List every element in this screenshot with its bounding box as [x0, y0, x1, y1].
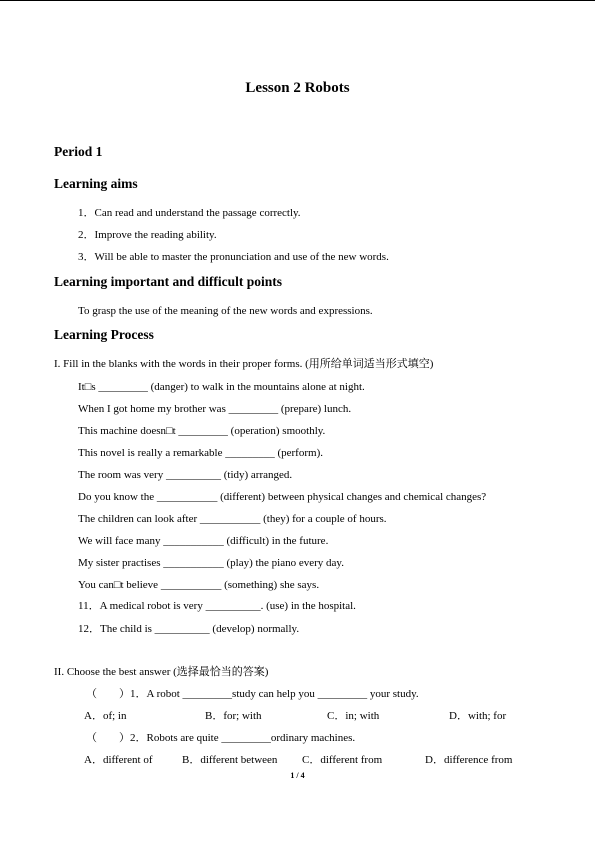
fill-blank-item: It□s _________ (danger) to walk in the mountains alone at night.	[78, 381, 365, 393]
important-points-heading: Learning important and difficult points	[54, 274, 283, 289]
page-number: 1 / 4	[290, 771, 305, 780]
aim-item: 2．Improve the reading ability.	[78, 229, 217, 241]
fill-blank-item: This novel is really a remarkable _________ (perform).	[78, 447, 323, 459]
fill-blank-item: The room was very __________ (tidy) arranged.	[78, 469, 293, 481]
question-option: B．for; with	[205, 710, 262, 722]
question-option: D．difference from	[425, 754, 513, 766]
fill-blank-item: Do you know the ___________ (different) between physical changes and chemical changes?	[78, 491, 487, 503]
question-option: A．of; in	[84, 710, 127, 722]
question-stem: （ ）1．A robot _________study can help you _________ your study.	[86, 688, 419, 700]
period-heading: Period 1	[54, 144, 103, 159]
question-option: A．different of	[84, 754, 153, 766]
question-stem: （ ）2．Robots are quite _________ordinary machines.	[86, 732, 356, 744]
question-option: C．in; with	[327, 710, 380, 722]
fill-blank-item: This machine doesn□t _________ (operation) smoothly.	[78, 425, 326, 437]
aim-item: 3．Will be able to master the pronunciation and use of the new words.	[78, 251, 389, 263]
page-title: Lesson 2 Robots	[245, 80, 350, 96]
learning-aims-heading: Learning aims	[54, 176, 138, 191]
question-option: B．different between	[182, 754, 278, 766]
fill-blank-item: We will face many ___________ (difficult) in the future.	[78, 535, 329, 547]
fill-blank-item: You can□t believe ___________ (something) she says.	[78, 579, 320, 591]
fill-blank-item: The children can look after ___________ (they) for a couple of hours.	[78, 513, 387, 525]
fill-blank-item: My sister practises ___________ (play) the piano every day.	[78, 557, 344, 569]
fill-blank-item: 11．A medical robot is very __________. (use) in the hospital.	[78, 600, 356, 612]
fill-blank-item: 12．The child is __________ (develop) normally.	[78, 623, 300, 635]
part1-instruction: I. Fill in the blanks with the words in their proper forms. (用所给单词适当形式填空)	[54, 358, 434, 370]
question-option: C．different from	[302, 754, 383, 766]
page-top-border	[0, 0, 595, 1]
aim-item: 1．Can read and understand the passage correctly.	[78, 207, 301, 219]
learning-process-heading: Learning Process	[54, 327, 154, 342]
question-option: D．with; for	[449, 710, 507, 722]
part2-instruction: II. Choose the best answer (选择最恰当的答案)	[54, 666, 269, 678]
fill-blank-item: When I got home my brother was _________ (prepare) lunch.	[78, 403, 352, 415]
important-points-text: To grasp the use of the meaning of the new words and expressions.	[78, 305, 373, 317]
